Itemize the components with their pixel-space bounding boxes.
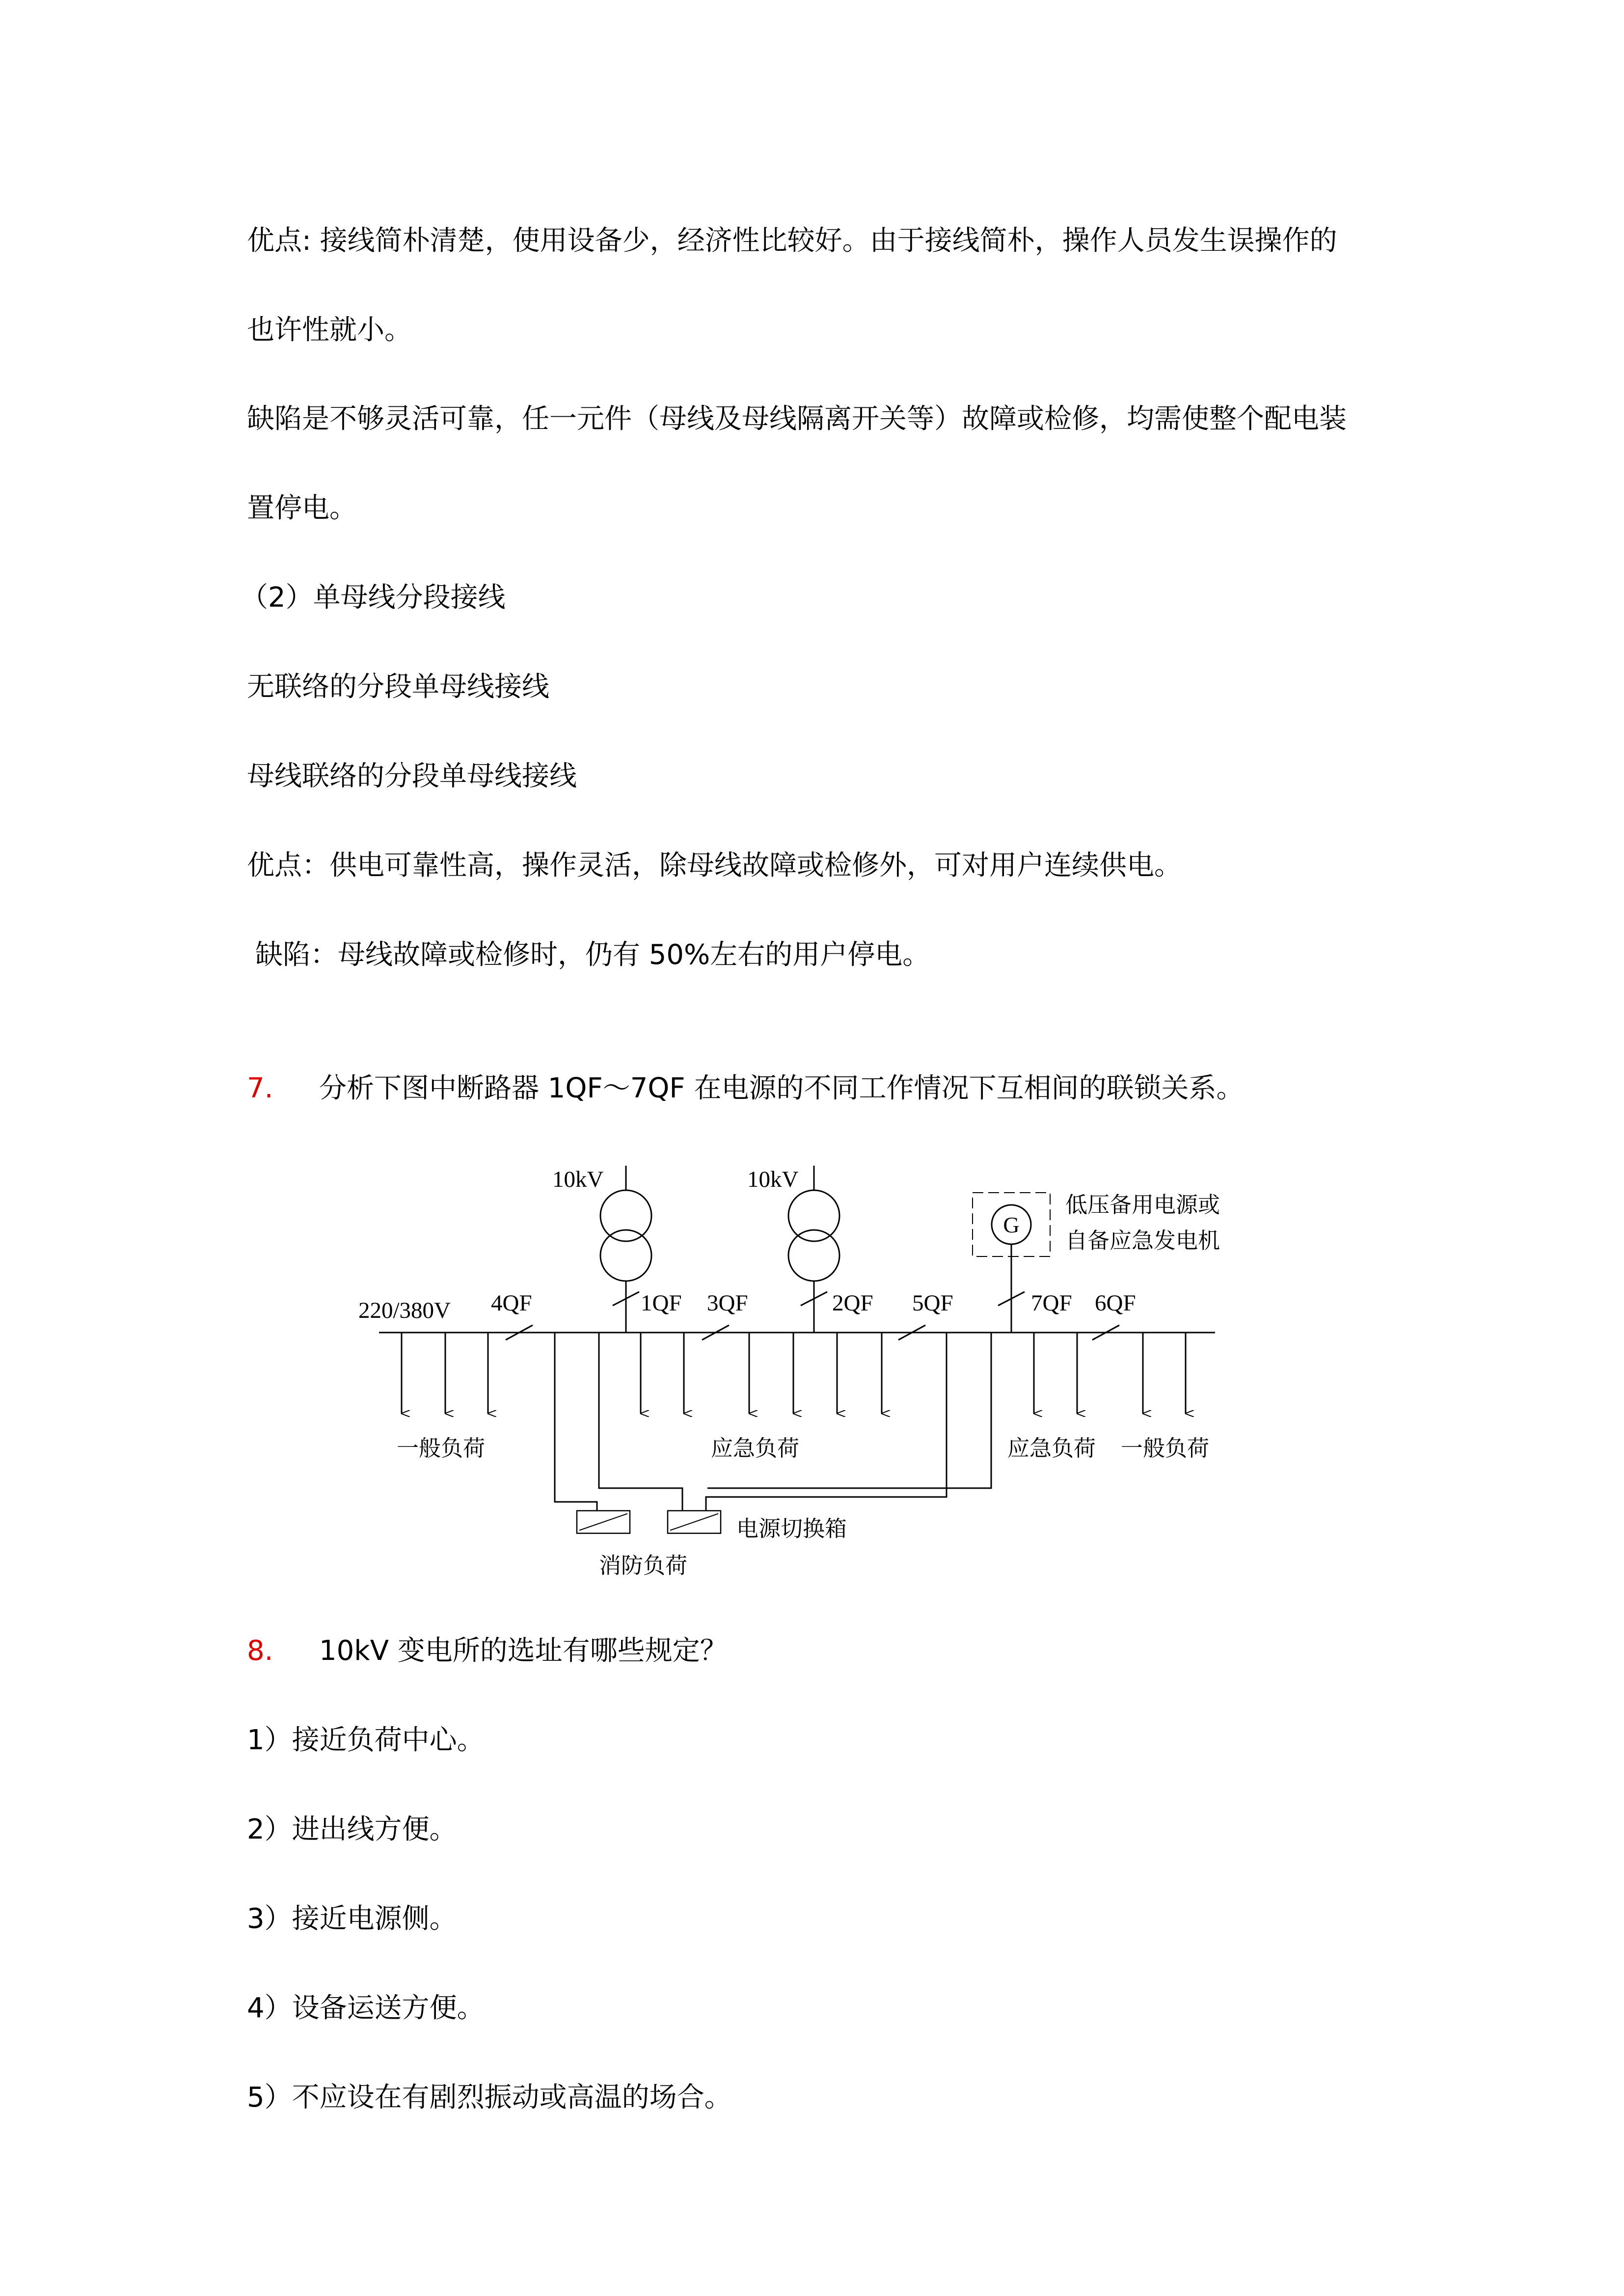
paragraph-advantages-1: 优点: 接线简朴清楚，使用设备少，经济性比较好。由于接线简朴，操作人员发生误操作的	[247, 225, 1337, 257]
label-5qf: 5QF	[912, 1290, 953, 1316]
label-6qf: 6QF	[1095, 1290, 1136, 1316]
label-2qf: 2QF	[832, 1290, 873, 1316]
rule-item-5: 5）不应设在有剧烈振动或高温的场合。	[247, 2082, 732, 2113]
paragraph-no-tie: 无联络的分段单母线接线	[247, 671, 549, 703]
question-text: 10kV 变电所的选址有哪些规定？	[319, 1635, 728, 1667]
label-3qf: 3QF	[707, 1290, 748, 1316]
transformer-1-winding-2	[600, 1230, 651, 1281]
question-number: 8.	[247, 1635, 273, 1667]
paragraph-with-tie: 母线联络的分段单母线接线	[247, 760, 577, 792]
label-1qf: 1QF	[641, 1290, 682, 1316]
generator-symbol: G	[1003, 1212, 1020, 1237]
emergency-load-mid-label: 应急负荷	[711, 1435, 800, 1461]
rule-item-2: 2）进出线方便。	[247, 1814, 457, 1845]
generator-label-line2: 自备应急发电机	[1065, 1228, 1220, 1254]
question-text: 分析下图中断路器 1QF～7QF 在电源的不同工作情况下互相间的联锁关系。	[319, 1072, 1244, 1104]
rule-item-3: 3）接近电源侧。	[247, 1903, 457, 1935]
paragraph-advantages-2: 也许性就小。	[247, 314, 412, 346]
switch-box-label: 电源切换箱	[736, 1516, 847, 1542]
rule-item-4: 4）设备运送方便。	[247, 1992, 485, 2024]
emergency-load-right-label: 应急负荷	[1007, 1435, 1096, 1461]
generator-label-line1: 低压备用电源或	[1065, 1192, 1220, 1218]
fire-feed-a	[555, 1333, 597, 1511]
source-label-right: 10kV	[747, 1167, 799, 1192]
source-label-left: 10kV	[552, 1167, 604, 1192]
bus-voltage-label: 220/380V	[358, 1298, 451, 1323]
question-8	[247, 1633, 728, 1669]
wiring-diagram	[344, 1158, 1276, 1600]
general-load-right-label: 一般负荷	[1121, 1435, 1210, 1461]
question-number: 7.	[247, 1072, 273, 1104]
label-7qf: 7QF	[1031, 1290, 1072, 1316]
fire-feed-c	[706, 1333, 947, 1511]
section-heading: （2）单母线分段接线	[241, 582, 506, 614]
label-4qf: 4QF	[491, 1290, 532, 1316]
transformer-2-winding-1	[788, 1190, 839, 1241]
transformer-1-winding-1	[600, 1190, 651, 1241]
paragraph-defects-2: 置停电。	[247, 492, 357, 524]
rule-item-1: 1）接近负荷中心。	[247, 1724, 485, 1756]
fire-load-label: 消防负荷	[599, 1552, 688, 1578]
paragraph-defects-1: 缺陷是不够灵活可靠，任一元件（母线及母线隔离开关等）故障或检修，均需使整个配电装	[247, 403, 1347, 435]
general-load-left-label: 一般负荷	[397, 1435, 486, 1461]
question-7	[247, 1071, 1244, 1106]
paragraph-advantages-3: 优点：供电可靠性高，操作灵活，除母线故障或检修外，可对用户连续供电。	[247, 850, 1182, 881]
transformer-2-winding-2	[788, 1230, 839, 1281]
fire-feed-d	[707, 1333, 991, 1488]
paragraph-defects-3: 缺陷：母线故障或检修时，仍有 50%左右的用户停电。	[255, 939, 930, 971]
